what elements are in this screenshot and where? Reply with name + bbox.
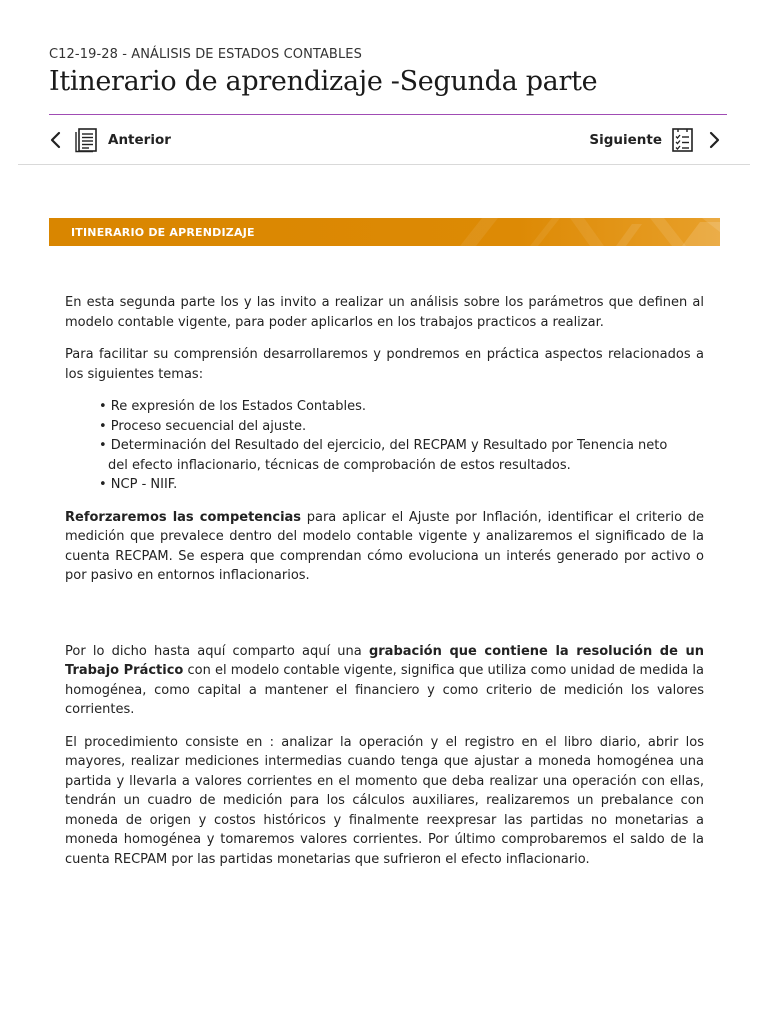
- previous-page-label: Anterior: [108, 132, 171, 148]
- procedure-paragraph: El procedimiento consiste en : analizar la operación y el registro en el libro diario, abrir los mayores, realizar mediciones intermedias cuando tenga que ajustar a moneda homogénea una partida y llevarla a valores corrientes en el momento que deba realizar una operación con ellas, tendrán un cuadro de medición para los cálculos auxiliares, realizaremos un prebalance con moneda de origen y costos históricos y finalmente reexpresar las partidas no monetarias a moneda homogénea y tomaremos valores corrientes. Por último comprobaremos el saldo de la cuenta RECPAM por las partidas monetarias que sufrieron el efecto inflacionario.: [65, 734, 704, 867]
- banner-decoration: [420, 218, 720, 246]
- topic-item: • Proceso secuencial del ajuste.: [99, 418, 307, 434]
- next-page-button[interactable]: [589, 125, 722, 155]
- next-page-label: Siguiente: [589, 132, 662, 148]
- topics-list: [65, 397, 704, 495]
- page-navigation: [0, 118, 768, 164]
- section-banner-label: ITINERARIO DE APRENDIZAJE: [71, 226, 255, 239]
- topic-item-continuation: [99, 456, 704, 476]
- title-divider: [49, 114, 727, 115]
- topic-item: • Re expresión de los Estados Contables.: [99, 399, 366, 414]
- topics-intro-paragraph: Para facilitar su comprensión desarrollaremos y pondremos en práctica aspectos relacionados a los siguientes temas:: [65, 347, 704, 382]
- competencies-text: para aplicar el Ajuste por Inflación, identificar el criterio de medición que prevalece dentro del modelo contable vigente y analizaremos el significado de la cuenta RECPAM. Se espera que comprendan cómo evoluciona un interés generado por activo o por pasivo en entornos inflacionarios.: [65, 509, 704, 583]
- course-code: C12-19-28 - ANÁLISIS DE ESTADOS CONTABLES: [49, 47, 362, 62]
- page-title: Itinerario de aprendizaje -Segunda parte: [49, 66, 598, 97]
- recording-text-rest: con el modelo contable vigente, significa que utiliza como unidad de medida la homogénea, como capital a mantener el financiero y como criterio de medición los valores corrientes.: [65, 663, 705, 717]
- topic-item: • NCP - NIIF.: [99, 477, 178, 492]
- spacer: [65, 599, 704, 642]
- section-banner: [49, 218, 720, 246]
- main-content: [65, 293, 704, 882]
- topic-item-continuation-text: del efecto inflacionario, técnicas de comprobación de estos resultados.: [108, 457, 571, 473]
- topic-item: • Determinación del Resultado del ejercicio, del RECPAM y Resultado por Tenencia neto: [99, 438, 668, 453]
- intro-paragraph: En esta segunda parte los y las invito a realizar un análisis sobre los parámetros que definen al modelo contable vigente, para poder aplicarlos en los trabajos practicos a realizar.: [65, 295, 704, 330]
- competencies-emphasis: Reforzaremos las competencias: [65, 509, 302, 525]
- previous-page-button[interactable]: [48, 125, 171, 155]
- navigation-divider: [18, 164, 750, 165]
- document-page-icon: [74, 127, 100, 153]
- chevron-left-icon: [48, 130, 64, 150]
- recording-paragraph: [65, 642, 704, 720]
- recording-text-start: Por lo dicho hasta aquí comparto aquí una: [65, 643, 369, 659]
- checklist-icon: [670, 127, 696, 153]
- recording-emphasis: grabación que contiene la resolución de un Trabajo Práctico: [65, 643, 704, 678]
- competencies-paragraph: [65, 508, 704, 586]
- chevron-right-icon: [706, 130, 722, 150]
